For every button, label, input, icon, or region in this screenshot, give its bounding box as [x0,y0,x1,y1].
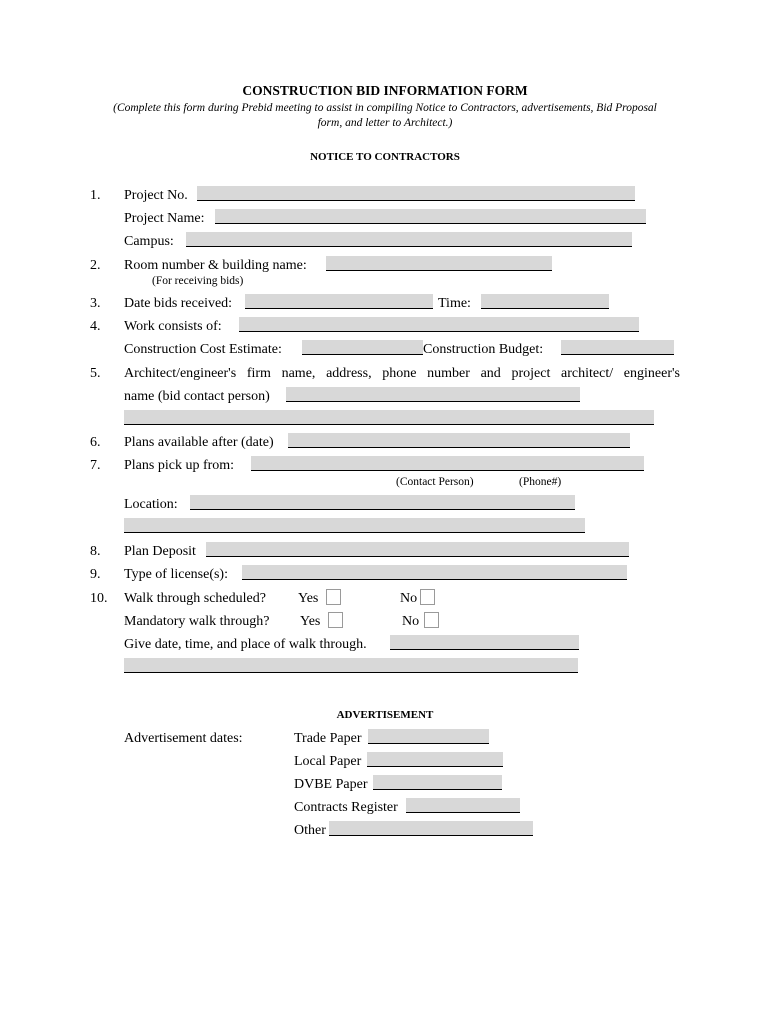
walk-through-scheduled-label: Walk through scheduled? [124,591,266,606]
give-date-label: Give date, time, and place of walk through. [124,637,367,652]
other-label: Other [294,823,326,838]
form-subtitle: (Complete this form during Prebid meeting to assist in compiling Notice to Contractors, advertisements, Bid Proposal form, and letter to Architect.) [113,102,657,129]
form-title: CONSTRUCTION BID INFORMATION FORM [242,83,528,98]
architect-word: address, [326,366,372,381]
plans-available-field[interactable] [288,433,630,448]
plans-pickup-field[interactable] [251,456,644,471]
local-paper-label: Local Paper [294,754,362,769]
date-bids-received-field[interactable] [245,294,433,309]
project-name-label: Project Name: [124,211,205,226]
mandatory-no-checkbox[interactable] [424,612,439,628]
campus-label: Campus: [124,234,174,249]
item-number-1: 1. [90,188,101,203]
item-number-3: 3. [90,296,101,311]
walk-through-details-field[interactable] [390,635,579,650]
walk-through-details-extra-field[interactable] [124,658,578,673]
contracts-register-label: Contracts Register [294,800,398,815]
dvbe-paper-field[interactable] [373,775,502,790]
architect-word: project [511,366,551,381]
mandatory-yes-label: Yes [300,614,321,629]
walk-scheduled-no-label: No [400,591,418,606]
work-consists-field[interactable] [239,317,639,332]
architect-word: and [480,366,501,381]
architect-extra-field[interactable] [124,410,654,425]
contact-person-note: (Contact Person) [396,476,474,488]
mandatory-yes-checkbox[interactable] [328,612,343,628]
advertisement-dates-label: Advertisement dates: [124,731,243,746]
project-no-field[interactable] [197,186,635,201]
mandatory-walk-through-label: Mandatory walk through? [124,614,270,629]
other-field[interactable] [329,821,533,836]
plans-available-label: Plans available after (date) [124,435,274,450]
item-number-5: 5. [90,366,101,381]
item-number-2: 2. [90,258,101,273]
time-label: Time: [438,296,471,311]
location-field[interactable] [190,495,575,510]
architect-contact-field[interactable] [286,387,580,402]
architect-word: phone [382,366,417,381]
item-number-8: 8. [90,544,101,559]
architect-word: architect/ [561,366,614,381]
walk-scheduled-yes-checkbox[interactable] [326,589,341,605]
mandatory-no-label: No [402,614,420,629]
for-receiving-bids-note: (For receiving bids) [152,275,244,287]
room-building-field[interactable] [326,256,552,271]
location-extra-field[interactable] [124,518,585,533]
dvbe-paper-label: DVBE Paper [294,777,368,792]
architect-label-line2: name (bid contact person) [124,389,270,404]
item-number-7: 7. [90,458,101,473]
architect-word: firm [246,366,271,381]
trade-paper-label: Trade Paper [294,731,362,746]
architect-word: engineer's [623,366,680,381]
notice-heading: NOTICE TO CONTRACTORS [310,151,460,163]
trade-paper-field[interactable] [368,729,489,744]
campus-field[interactable] [186,232,632,247]
architect-label-line1 [124,366,680,382]
architect-word: Architect/engineer's [124,366,237,381]
date-bids-received-label: Date bids received: [124,296,233,311]
local-paper-field[interactable] [367,752,503,767]
plan-deposit-field[interactable] [206,542,629,557]
time-field[interactable] [481,294,609,309]
license-type-field[interactable] [242,565,627,580]
license-type-label: Type of license(s): [124,567,228,582]
project-name-field[interactable] [215,209,646,224]
plan-deposit-label: Plan Deposit [124,544,196,559]
phone-note: (Phone#) [519,476,562,488]
walk-scheduled-yes-label: Yes [298,591,319,606]
location-label: Location: [124,497,178,512]
work-consists-label: Work consists of: [124,319,222,334]
room-building-label: Room number & building name: [124,258,307,273]
walk-scheduled-no-checkbox[interactable] [420,589,435,605]
contracts-register-field[interactable] [406,798,520,813]
architect-word: name, [281,366,316,381]
item-number-6: 6. [90,435,101,450]
construction-budget-field[interactable] [561,340,674,355]
cost-estimate-field[interactable] [302,340,423,355]
item-number-10: 10. [90,591,108,606]
project-no-label: Project No. [124,188,188,203]
item-number-4: 4. [90,319,101,334]
construction-budget-label: Construction Budget: [423,342,544,357]
cost-estimate-label: Construction Cost Estimate: [124,342,282,357]
plans-pickup-label: Plans pick up from: [124,458,235,473]
item-number-9: 9. [90,567,101,582]
advertisement-heading: ADVERTISEMENT [336,709,434,721]
architect-word: number [427,366,470,381]
